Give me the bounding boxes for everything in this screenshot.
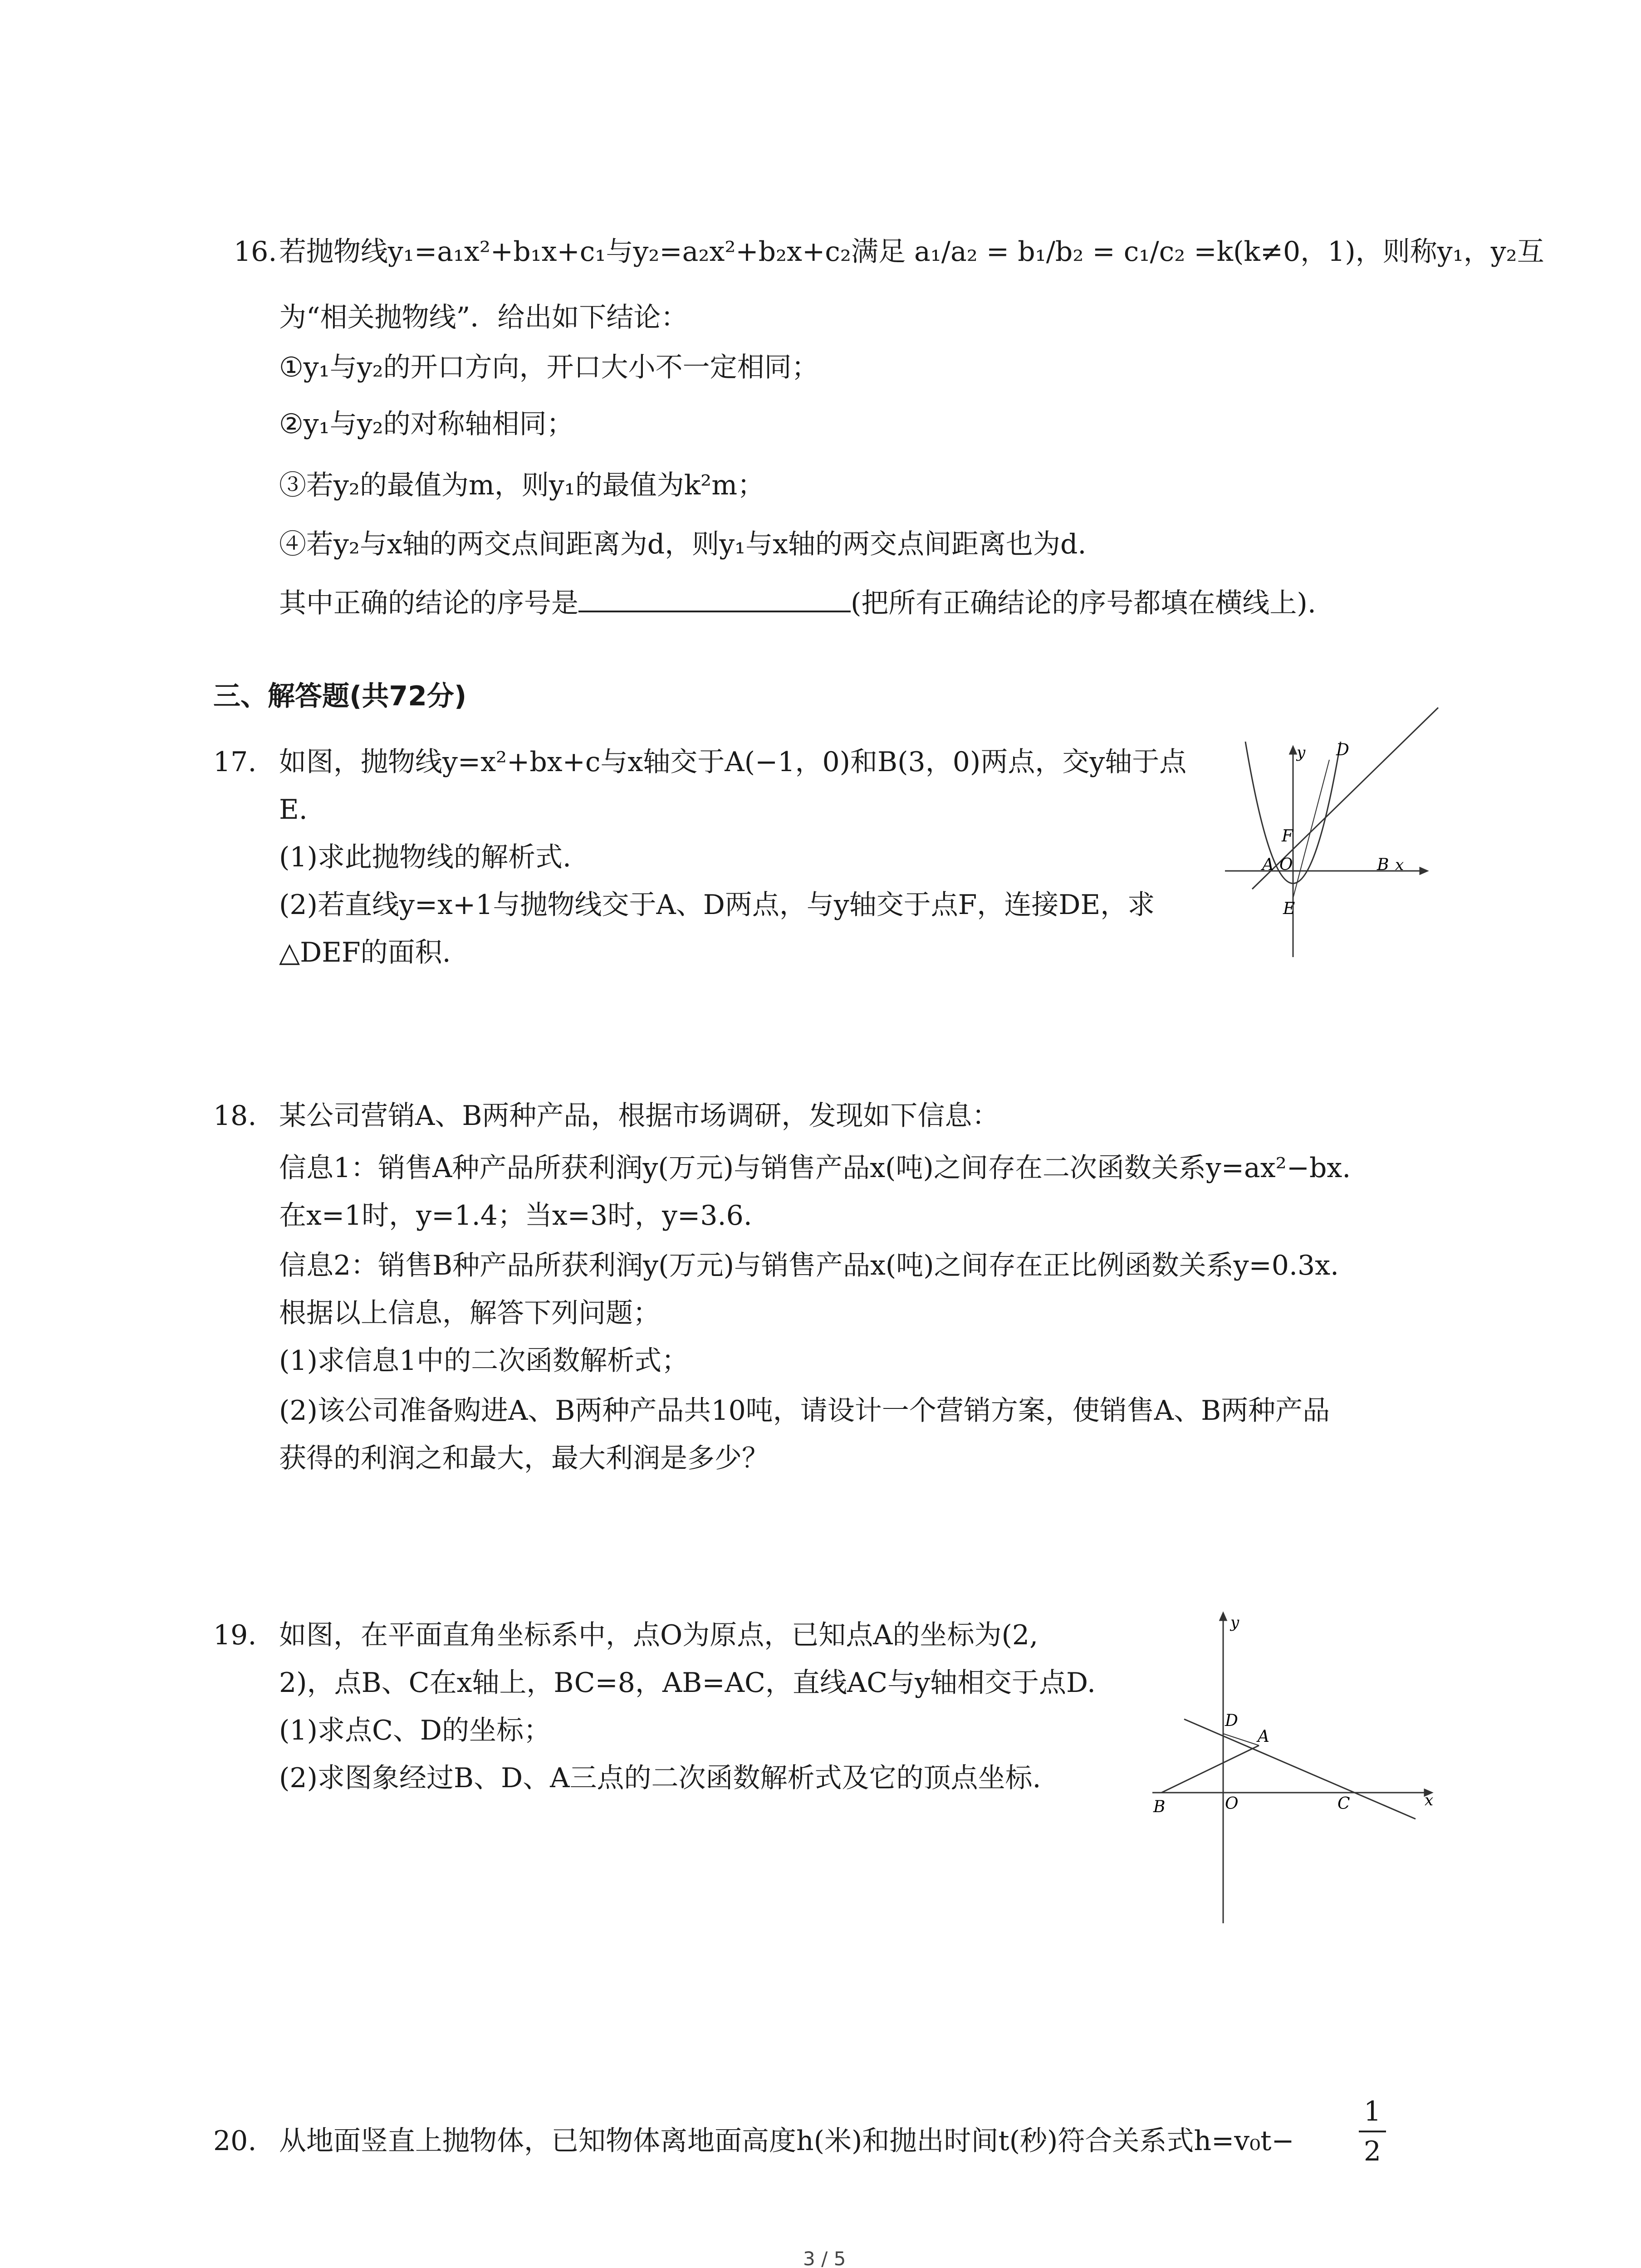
- q18-line3: 在x=1时，y=1.4；当x=3时，y=3.6.: [279, 1200, 752, 1232]
- q16-line1: 若抛物线y₁=a₁x²+b₁x+c₁与y₂=a₂x²+b₂x+c₂满足 a₁/a₂ = b₁/b₂ = c₁/c₂ =k(k≠0，1)，则称y₁，y₂互: [279, 236, 1544, 268]
- q19-label-C: C: [1337, 1794, 1350, 1813]
- q19-label-y: y: [1230, 1613, 1239, 1632]
- q17-label-A: A: [1262, 855, 1274, 874]
- q17-label-F: F: [1282, 827, 1293, 846]
- q17-line1: 如图，抛物线y=x²+bx+c与x轴交于A(−1，0)和B(3，0)两点，交y轴于点: [279, 746, 1187, 778]
- q18-line2: 信息1：销售A种产品所获利润y(万元)与销售产品x(吨)之间存在二次函数关系y=ax²−bx.: [279, 1152, 1351, 1184]
- q20-line1: 从地面竖直上抛物体，已知物体离地面高度h(米)和抛出时间t(秒)符合关系式h=v₀t−: [279, 2125, 1294, 2157]
- q16-item3: ③若y₂的最值为m，则y₁的最值为k²m；: [279, 469, 765, 501]
- q19-diagram: [1134, 1606, 1461, 1932]
- q16-answer-suffix: (把所有正确结论的序号都填在横线上).: [851, 587, 1316, 619]
- q19-number: 19.: [213, 1619, 257, 1651]
- q18-line1: 某公司营销A、B两种产品，根据市场调研，发现如下信息：: [279, 1100, 999, 1132]
- q16-line2: 为“相关抛物线”．给出如下结论：: [279, 302, 688, 333]
- q18-line5: 根据以上信息，解答下列问题；: [279, 1297, 660, 1329]
- q17-label-O: O: [1279, 855, 1293, 874]
- q17-number: 17.: [213, 746, 257, 778]
- q19-label-A: A: [1258, 1727, 1269, 1746]
- q18-line4: 信息2：销售B种产品所获利润y(万元)与销售产品x(吨)之间存在正比例函数关系y=0.3x.: [279, 1250, 1339, 1281]
- q19-label-B: B: [1153, 1798, 1166, 1816]
- q19-line4: (2)求图象经过B、D、A三点的二次函数解析式及它的顶点坐标.: [279, 1762, 1041, 1794]
- q20-fraction-bar: [1359, 2131, 1386, 2132]
- q17-line3: (1)求此抛物线的解析式.: [279, 841, 572, 873]
- q17-diagram: [1220, 726, 1474, 962]
- q17-line5: △DEF的面积.: [279, 937, 451, 968]
- q18-line7: (2)该公司准备购进A、B两种产品共10吨，请设计一个营销方案，使销售A、B两种产品: [279, 1395, 1330, 1427]
- q17-label-y: y: [1297, 743, 1306, 762]
- q17-line2: E.: [279, 794, 308, 826]
- q16-item4: ④若y₂与x轴的两交点间距离为d，则y₁与x轴的两交点间距离也为d.: [279, 528, 1087, 560]
- q19-line2: 2)，点B、C在x轴上，BC=8，AB=AC，直线AC与y轴相交于点D.: [279, 1667, 1096, 1699]
- q17-y-arrow: [1290, 747, 1296, 754]
- q17-x-arrow: [1420, 868, 1427, 874]
- q17-label-x: x: [1395, 856, 1404, 874]
- q16-number: 16.: [234, 236, 277, 268]
- page-number: 3 / 5: [803, 2248, 846, 2268]
- q20-number: 20.: [213, 2125, 257, 2157]
- q19-segment-BA: [1161, 1745, 1259, 1793]
- q16-answer-prefix: 其中正确的结论的序号是: [279, 587, 578, 619]
- q20-fraction-denominator: 2: [1363, 2136, 1381, 2167]
- q19-label-x: x: [1425, 1791, 1434, 1809]
- q17-label-E: E: [1283, 899, 1295, 918]
- q17-segment-DE: [1293, 760, 1329, 898]
- section-title: 三、解答题(共72分): [213, 680, 467, 712]
- q19-line3: (1)求点C、D的坐标；: [279, 1715, 551, 1746]
- q17-label-D: D: [1336, 741, 1349, 759]
- q18-line8: 获得的利润之和最大，最大利润是多少？: [279, 1442, 769, 1474]
- q19-label-O: O: [1225, 1794, 1239, 1813]
- q19-line-AC: [1184, 1719, 1416, 1819]
- q20-fraction: [1359, 2093, 1386, 2170]
- q19-y-arrow: [1220, 1613, 1226, 1620]
- q18-line6: (1)求信息1中的二次函数解析式；: [279, 1345, 689, 1377]
- q17-label-B: B: [1377, 855, 1389, 874]
- q16-item1: ①y₁与y₂的开口方向，开口大小不一定相同；: [279, 352, 819, 383]
- q16-answer-blank[interactable]: [578, 585, 851, 612]
- q19-label-D: D: [1225, 1711, 1238, 1730]
- q16-item2: ②y₁与y₂的对称轴相同；: [279, 408, 574, 440]
- q17-line4: (2)若直线y=x+1与抛物线交于A、D两点，与y轴交于点F，连接DE，求: [279, 889, 1155, 921]
- q20-fraction-numerator: 1: [1363, 2096, 1381, 2127]
- q19-line1: 如图，在平面直角坐标系中，点O为原点，已知点A的坐标为(2,: [279, 1619, 1038, 1651]
- q18-number: 18.: [213, 1100, 257, 1132]
- q16-answer-line: [279, 585, 1316, 621]
